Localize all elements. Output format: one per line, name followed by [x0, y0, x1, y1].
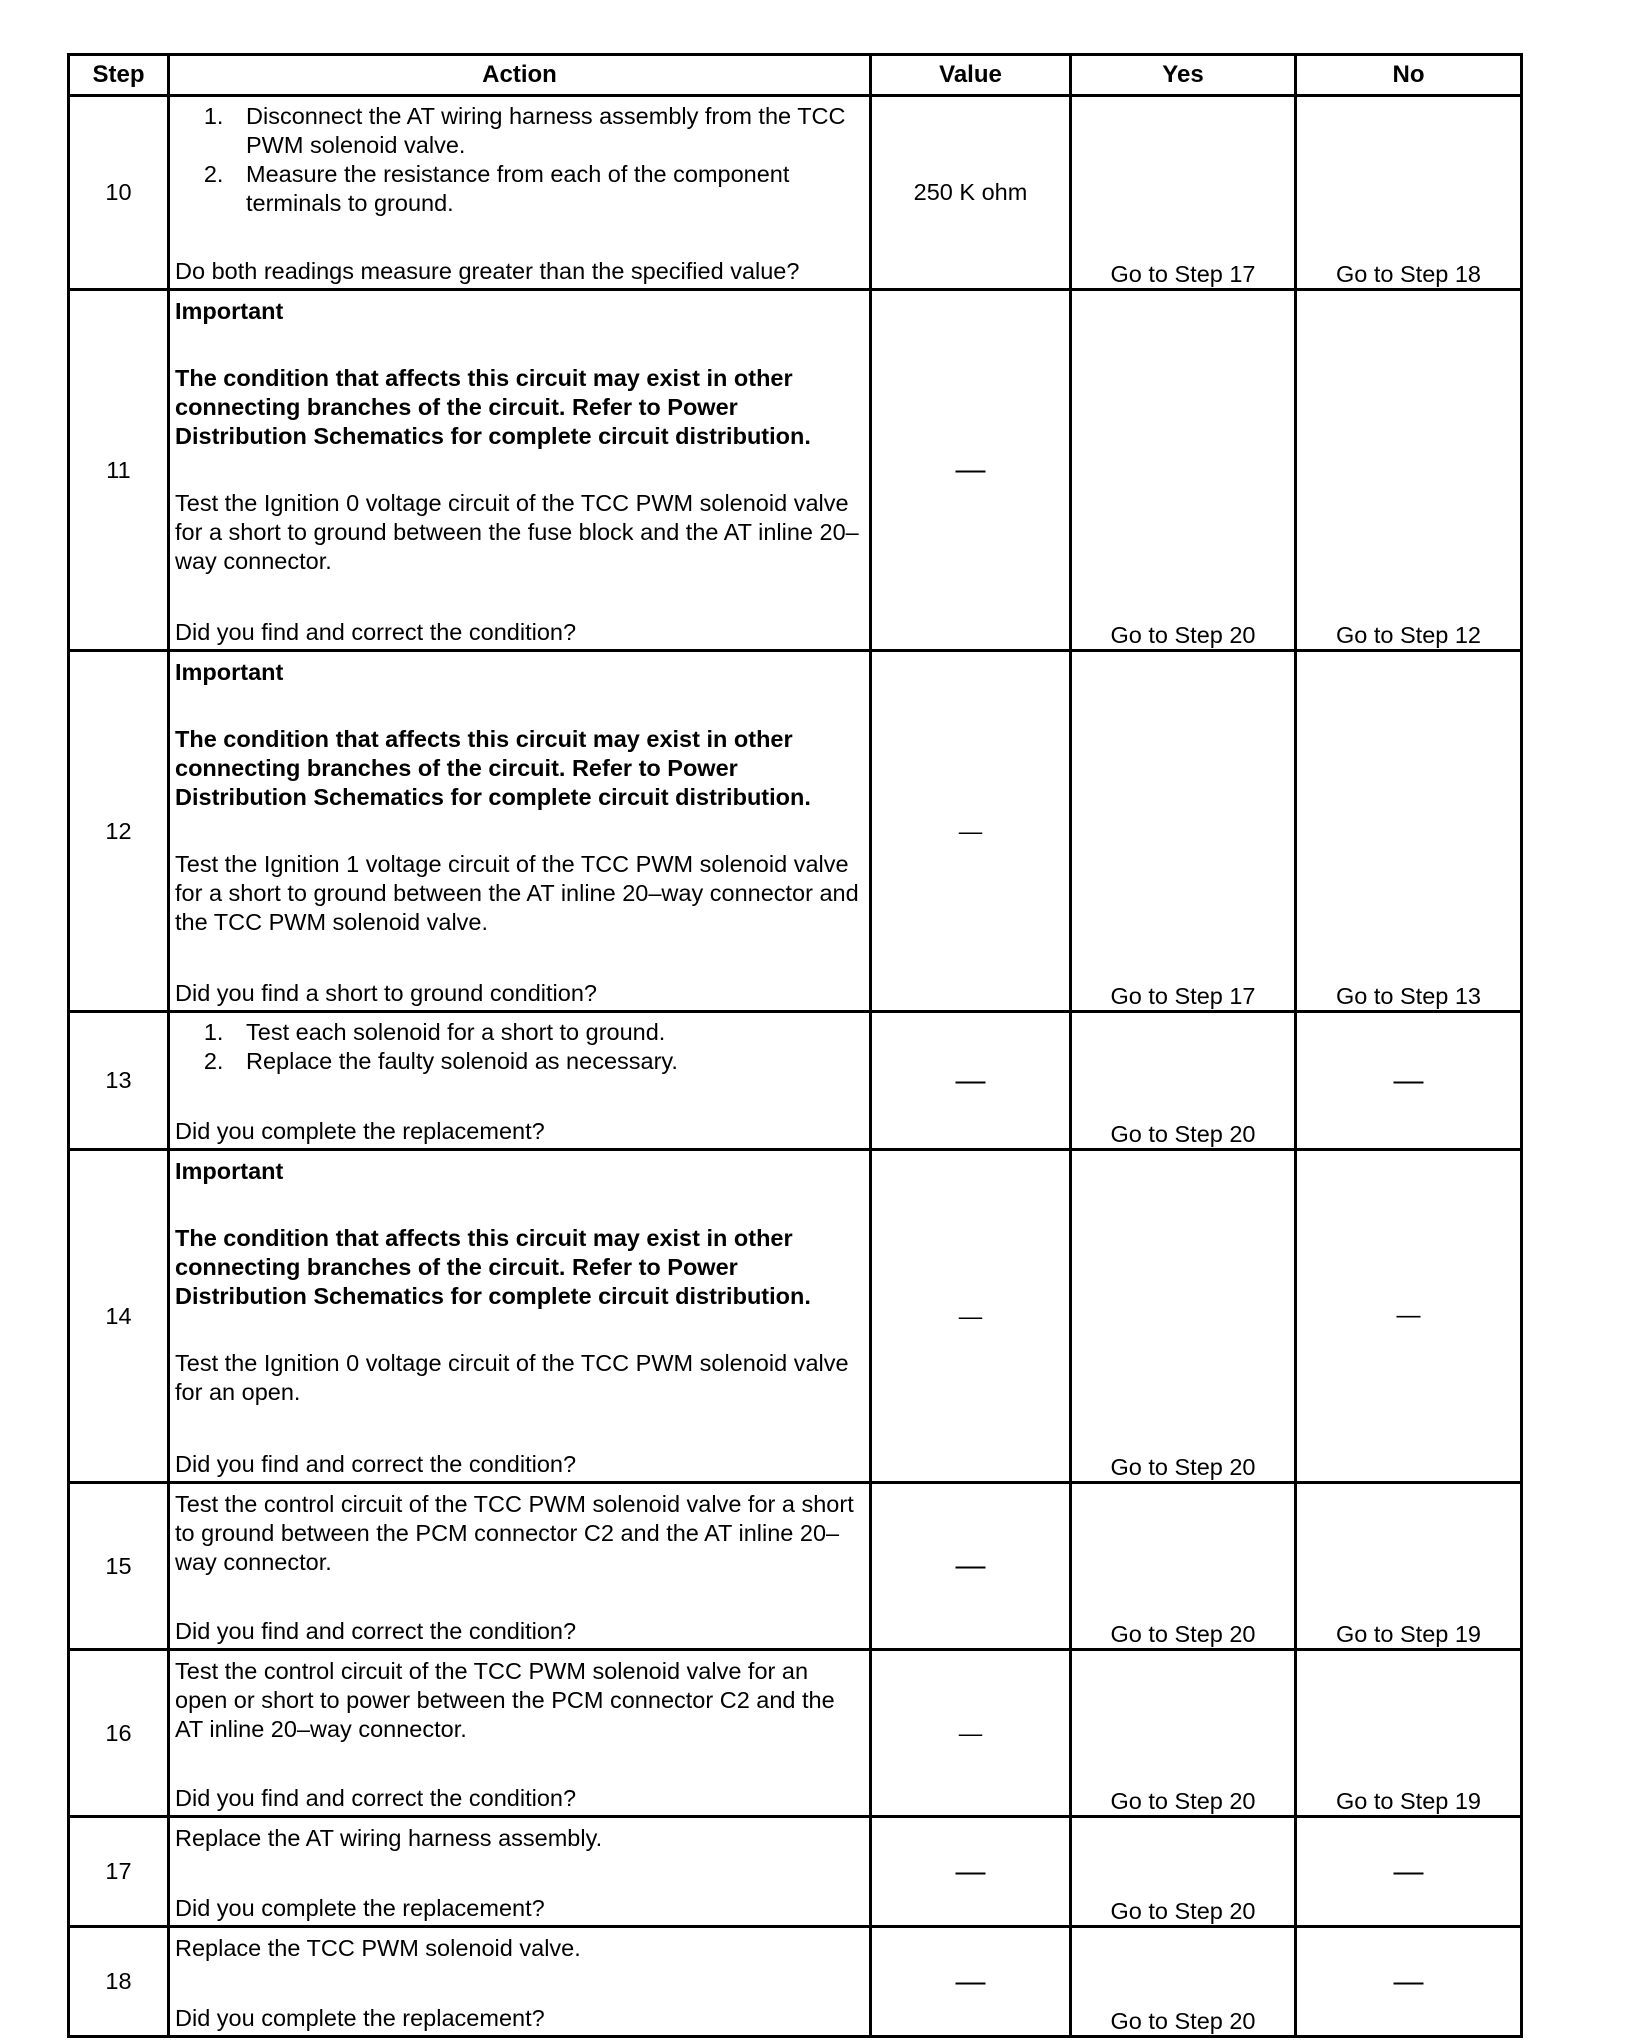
value-cell: —: [871, 1012, 1071, 1150]
question-text: Did you complete the replacement?: [175, 2005, 545, 2031]
header-no: No: [1296, 55, 1522, 96]
yes-cell: Go to Step 20: [1071, 1483, 1296, 1650]
header-action: Action: [169, 55, 871, 96]
action-text: Test the Ignition 0 voltage circuit of the TCC PWM solenoid valve for an open.: [175, 1350, 849, 1405]
step-number: 17: [69, 1817, 169, 1927]
action-cell: [169, 1927, 871, 2037]
value-cell: —: [871, 1817, 1071, 1927]
value-cell: —: [871, 651, 1071, 1012]
table-row: [69, 290, 1522, 651]
action-text: Replace the TCC PWM solenoid valve.: [175, 1935, 581, 1961]
step-number: 18: [69, 1927, 169, 2037]
question-text: Did you complete the replacement?: [175, 1895, 545, 1921]
important-label: Important: [175, 659, 284, 685]
no-cell: Go to Step 12: [1296, 290, 1522, 651]
action-text: Test the control circuit of the TCC PWM solenoid valve for an open or short to power between the PCM connector C2 and the AT inline 20–way connector.: [175, 1658, 835, 1742]
action-text: Test the control circuit of the TCC PWM solenoid valve for a short to ground between the PCM connector C2 and the AT inline 20–way connector.: [175, 1491, 854, 1575]
list-item: 1. Disconnect the AT wiring harness assembly from the TCC PWM solenoid valve.: [230, 102, 861, 160]
value-cell: —: [871, 1483, 1071, 1650]
action-cell: [169, 1483, 871, 1650]
question-text: Did you complete the replacement?: [175, 1118, 545, 1144]
yes-cell: Go to Step 20: [1071, 1012, 1296, 1150]
important-label: Important: [175, 1158, 284, 1184]
no-cell: Go to Step 13: [1296, 651, 1522, 1012]
header-yes: Yes: [1071, 55, 1296, 96]
yes-cell: Go to Step 20: [1071, 290, 1296, 651]
important-text: The condition that affects this circuit may exist in other connecting branches of the circuit. Refer to Power Distribution Schematics for complete circuit distribution.: [175, 1225, 811, 1309]
table-row: [69, 651, 1522, 1012]
question-text: Did you find a short to ground condition?: [175, 980, 597, 1006]
question-text: Did you find and correct the condition?: [175, 1451, 577, 1477]
yes-cell: Go to Step 20: [1071, 1927, 1296, 2037]
no-cell: —: [1296, 1927, 1522, 2037]
action-text: Test the Ignition 0 voltage circuit of the TCC PWM solenoid valve for a short to ground between the fuse block and the AT inline 20–way connector.: [175, 490, 859, 574]
action-cell: [169, 651, 871, 1012]
no-cell: —: [1296, 1817, 1522, 1927]
action-list: [175, 102, 861, 218]
question-text: Do both readings measure greater than the specified value?: [175, 258, 800, 284]
step-number: 12: [69, 651, 169, 1012]
table-row: [69, 1650, 1522, 1817]
list-item: 2. Measure the resistance from each of the component terminals to ground.: [230, 160, 861, 218]
list-item: 2. Replace the faulty solenoid as necessary.: [230, 1047, 861, 1076]
header-value: Value: [871, 55, 1071, 96]
yes-cell: Go to Step 20: [1071, 1817, 1296, 1927]
table-row: [69, 1150, 1522, 1483]
diagnostic-table: [67, 53, 1523, 2038]
question-text: Did you find and correct the condition?: [175, 1618, 577, 1644]
table-row: [69, 96, 1522, 290]
question-text: Did you find and correct the condition?: [175, 1785, 577, 1811]
table-row: [69, 1927, 1522, 2037]
action-cell: [169, 1150, 871, 1483]
value-cell: —: [871, 1650, 1071, 1817]
value-cell: —: [871, 290, 1071, 651]
step-number: 15: [69, 1483, 169, 1650]
no-cell: Go to Step 19: [1296, 1650, 1522, 1817]
no-cell: —: [1296, 1150, 1522, 1483]
action-text: Test the Ignition 1 voltage circuit of the TCC PWM solenoid valve for a short to ground between the AT inline 20–way connector and the TCC PWM solenoid valve.: [175, 851, 859, 935]
step-number: 13: [69, 1012, 169, 1150]
yes-cell: Go to Step 20: [1071, 1150, 1296, 1483]
action-list: [175, 1018, 861, 1076]
header-step: Step: [69, 55, 169, 96]
important-text: The condition that affects this circuit may exist in other connecting branches of the circuit. Refer to Power Distribution Schematics for complete circuit distribution.: [175, 365, 811, 449]
yes-cell: Go to Step 17: [1071, 96, 1296, 290]
value-cell: 250 K ohm: [871, 96, 1071, 290]
action-cell: [169, 290, 871, 651]
table-row: [69, 1012, 1522, 1150]
action-cell: [169, 96, 871, 290]
important-text: The condition that affects this circuit may exist in other connecting branches of the circuit. Refer to Power Distribution Schematics for complete circuit distribution.: [175, 726, 811, 810]
step-number: 16: [69, 1650, 169, 1817]
header-row: [69, 55, 1522, 96]
value-cell: —: [871, 1150, 1071, 1483]
step-number: 14: [69, 1150, 169, 1483]
action-cell: [169, 1650, 871, 1817]
step-number: 11: [69, 290, 169, 651]
important-label: Important: [175, 298, 284, 324]
no-cell: Go to Step 18: [1296, 96, 1522, 290]
yes-cell: Go to Step 20: [1071, 1650, 1296, 1817]
step-number: 10: [69, 96, 169, 290]
no-cell: —: [1296, 1012, 1522, 1150]
table-row: [69, 1817, 1522, 1927]
yes-cell: Go to Step 17: [1071, 651, 1296, 1012]
no-cell: Go to Step 19: [1296, 1483, 1522, 1650]
list-item: 1. Test each solenoid for a short to ground.: [230, 1018, 861, 1047]
table-row: [69, 1483, 1522, 1650]
question-text: Did you find and correct the condition?: [175, 619, 577, 645]
action-cell: [169, 1012, 871, 1150]
value-cell: —: [871, 1927, 1071, 2037]
action-text: Replace the AT wiring harness assembly.: [175, 1825, 603, 1851]
action-cell: [169, 1817, 871, 1927]
